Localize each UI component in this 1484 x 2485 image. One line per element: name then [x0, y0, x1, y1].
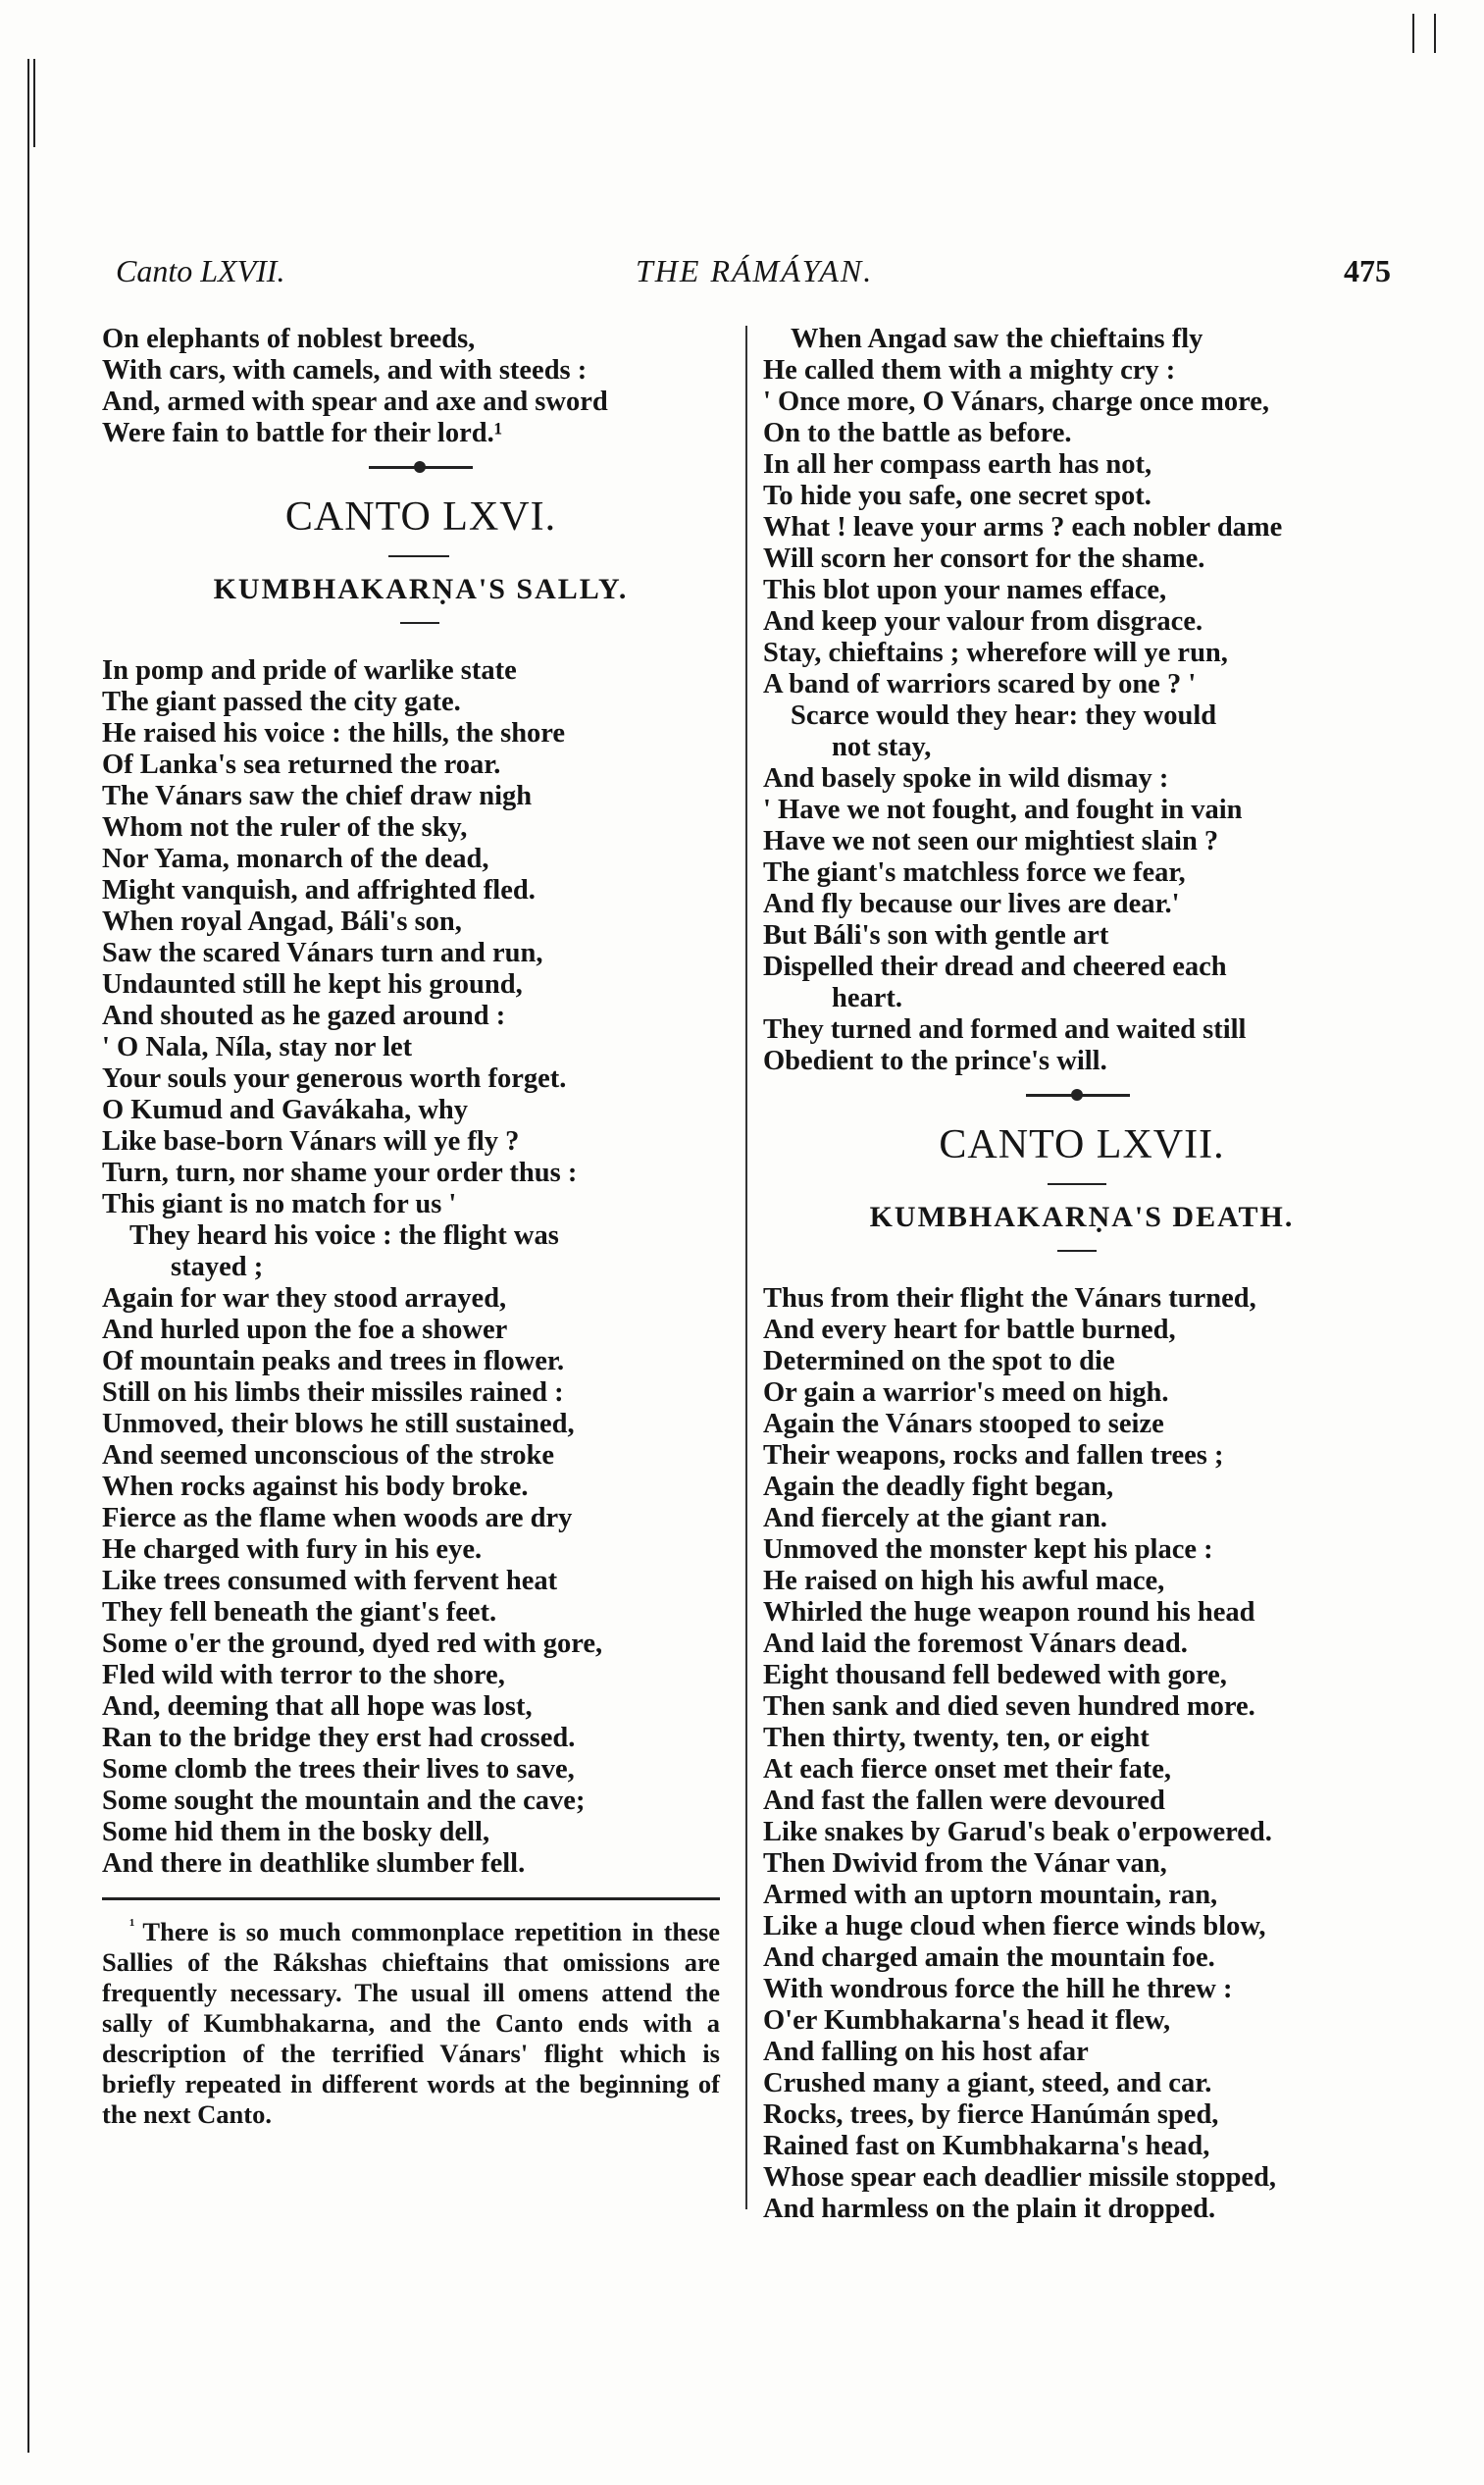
scan-edge-mark-left-short — [33, 59, 35, 147]
verse-line: To hide you safe, one secret spot. — [763, 481, 1151, 511]
short-rule — [763, 1242, 1401, 1260]
verse-line: Saw the scared Vánars turn and run, — [102, 938, 543, 968]
left-top-verses — [102, 324, 740, 449]
verse-line: And charged amain the mountain foe. — [763, 1942, 1215, 1973]
footnote-text: There is so much commonplace repetition in these Sallies of the Rákshas chieftains that omissions are frequently necessary. The usual ill omens attend the sally of Kumbhakarna, and the Canto ends with a description of the terrified Vánars' flight which is briefly repeated in different words at the beginning of the next Canto. — [102, 1916, 720, 2129]
running-header — [116, 253, 1391, 292]
verse-line: And every heart for battle burned, — [763, 1315, 1176, 1345]
verse-line: Ran to the bridge they erst had crossed. — [102, 1723, 576, 1753]
verse-line: Thus from their flight the Vánars turned, — [763, 1283, 1256, 1314]
verse-line: He charged with fury in his eye. — [102, 1534, 483, 1565]
verse-line: Unmoved, their blows he still sustained, — [102, 1409, 575, 1439]
footnote-rule — [102, 1897, 720, 1900]
verse-line: Some hid them in the bosky dell, — [102, 1817, 490, 1847]
verse-line: Will scorn her consort for the shame. — [763, 544, 1205, 574]
verse-line: Some o'er the ground, dyed red with gore, — [102, 1629, 603, 1659]
verse-line: Determined on the spot to die — [763, 1346, 1115, 1376]
verse-line: And fly because our lives are dear.' — [763, 889, 1180, 919]
verse-line: In pomp and pride of warlike state — [102, 655, 517, 686]
scan-edge-mark-left — [27, 59, 29, 2453]
verse-line: Like base-born Vánars will ye fly ? — [102, 1126, 520, 1157]
verse-line: Whose spear each deadlier missile stopped, — [763, 2162, 1277, 2193]
verse-line: And harmless on the plain it dropped. — [763, 2194, 1216, 2224]
verse-line: Scarce would they hear: they would — [791, 700, 1217, 731]
verse-line: With cars, with camels, and with steeds : — [102, 355, 588, 386]
verse-line: heart. — [832, 983, 903, 1013]
verse-line: Crushed many a giant, steed, and car. — [763, 2068, 1212, 2098]
verse-line: They fell beneath the giant's feet. — [102, 1597, 497, 1628]
verse-line: With wondrous force the hill he threw : — [763, 1974, 1233, 2004]
canto-subtitle: KUMBHAKARṆA'S DEATH. — [869, 1201, 1295, 1233]
footnote — [102, 1910, 720, 2130]
verse-line: And, armed with spear and axe and sword — [102, 387, 608, 417]
verse-line: At each fierce onset met their fate, — [763, 1754, 1171, 1785]
verse-line: They heard his voice : the flight was — [129, 1220, 559, 1251]
verse-line: What ! leave your arms ? each nobler dame — [763, 512, 1283, 543]
verse-line: And basely spoke in wild dismay : — [763, 763, 1169, 794]
verse-line: Again for war they stood arrayed, — [102, 1283, 507, 1314]
verse-line: Like trees consumed with fervent heat — [102, 1566, 558, 1596]
verse-line: Their weapons, rocks and fallen trees ; — [763, 1440, 1224, 1471]
verse-line: And fiercely at the giant ran. — [763, 1503, 1107, 1533]
verse-line: Fierce as the flame when woods are dry — [102, 1503, 573, 1533]
verse-line: They turned and formed and waited still — [763, 1014, 1247, 1045]
verse-line: But Báli's son with gentle art — [763, 920, 1109, 951]
verse-line: ' Once more, O Vánars, charge once more, — [763, 387, 1270, 417]
verse-line: Armed with an uptorn mountain, ran, — [763, 1880, 1218, 1910]
verse-line: Nor Yama, monarch of the dead, — [102, 844, 489, 874]
verse-line: He called them with a mighty cry : — [763, 355, 1176, 386]
verse-line: And hurled upon the foe a shower — [102, 1315, 508, 1345]
verse-line: O'er Kumbhakarna's head it flew, — [763, 2005, 1171, 2036]
right-top-verses — [763, 324, 1401, 1077]
verse-line: Then Dwivid from the Vánar van, — [763, 1848, 1167, 1879]
verse-line: He raised his voice : the hills, the shore — [102, 718, 566, 749]
verse-line: ' O Nala, Níla, stay nor let — [102, 1032, 413, 1062]
short-rule — [102, 547, 740, 565]
verse-line: On elephants of noblest breeds, — [102, 324, 476, 354]
verse-line: When Angad saw the chieftains fly — [791, 324, 1203, 354]
verse-line: Turn, turn, nor shame your order thus : — [102, 1158, 578, 1188]
verse-line: And seemed unconscious of the stroke — [102, 1440, 555, 1471]
verse-line: Stay, chieftains ; wherefore will ye run, — [763, 638, 1228, 668]
ornament-separator — [763, 1077, 1401, 1113]
verse-line: Like snakes by Garud's beak o'erpowered. — [763, 1817, 1272, 1847]
verse-line: The Vánars saw the chief draw nigh — [102, 781, 533, 811]
verse-line: Like a huge cloud when fierce winds blow, — [763, 1911, 1266, 1941]
verse-line: This blot upon your names efface, — [763, 575, 1167, 605]
verse-line: Again the deadly fight began, — [763, 1472, 1114, 1502]
canto-title: CANTO LXVI. — [284, 494, 557, 540]
verse-line: Might vanquish, and affrighted fled. — [102, 875, 536, 906]
verse-line: And fast the fallen were devoured — [763, 1786, 1165, 1816]
verse-line: He raised on high his awful mace, — [763, 1566, 1165, 1596]
verse-line: And there in deathlike slumber fell. — [102, 1848, 526, 1879]
verse-line: When royal Angad, Báli's son, — [102, 906, 462, 937]
verse-line: A band of warriors scared by one ? ' — [763, 669, 1197, 699]
verse-line: And, deeming that all hope was lost, — [102, 1691, 533, 1722]
verse-line: Were fain to battle for their lord.¹ — [102, 418, 503, 448]
left-column — [102, 324, 740, 2130]
left-poem-verses — [102, 655, 740, 1880]
verse-line: Whirled the huge weapon round his head — [763, 1597, 1255, 1628]
verse-line: Still on his limbs their missiles rained : — [102, 1377, 564, 1408]
right-column — [763, 324, 1401, 2225]
verse-line: In all her compass earth has not, — [763, 449, 1152, 480]
column-divider — [745, 326, 747, 2209]
verse-line: not stay, — [832, 732, 932, 762]
verse-line: Unmoved the monster kept his place : — [763, 1534, 1213, 1565]
verse-line: On to the battle as before. — [763, 418, 1072, 448]
verse-line: Fled wild with terror to the shore, — [102, 1660, 505, 1690]
short-rule — [763, 1175, 1401, 1193]
verse-line: Or gain a warrior's meed on high. — [763, 1377, 1169, 1408]
page-number: 475 — [1344, 253, 1391, 288]
canto-subtitle: KUMBHAKARṆA'S SALLY. — [213, 573, 629, 605]
scan-edge-mark-top-right-2 — [1434, 14, 1436, 53]
verse-line: When rocks against his body broke. — [102, 1472, 529, 1502]
verse-line: ' Have we not fought, and fought in vain — [763, 795, 1243, 825]
canto-title: CANTO LXVII. — [939, 1122, 1225, 1167]
verse-line: This giant is no match for us ' — [102, 1189, 457, 1219]
verse-line: Undaunted still he kept his ground, — [102, 969, 523, 1000]
verse-line: And shouted as he gazed around : — [102, 1001, 506, 1031]
verse-line: Have we not seen our mightiest slain ? — [763, 826, 1219, 856]
right-poem-verses — [763, 1283, 1401, 2225]
verse-line: Again the Vánars stooped to seize — [763, 1409, 1164, 1439]
verse-line: Some sought the mountain and the cave; — [102, 1786, 586, 1816]
verse-line: Obedient to the prince's will. — [763, 1046, 1107, 1076]
verse-line: The giant passed the city gate. — [102, 687, 461, 717]
verse-line: And keep your valour from disgrace. — [763, 606, 1203, 637]
scan-edge-mark-top-right — [1412, 14, 1414, 53]
verse-line: stayed ; — [171, 1252, 264, 1282]
ornament-separator — [102, 449, 740, 485]
footnote-mark: ¹ — [129, 1915, 135, 1935]
verse-line: Then sank and died seven hundred more. — [763, 1691, 1255, 1722]
header-book-title: THE RÁMÁYAN. — [636, 253, 874, 288]
header-canto: Canto LXVII. — [116, 253, 285, 288]
verse-line: And falling on his host afar — [763, 2037, 1089, 2067]
verse-line: The giant's matchless force we fear, — [763, 857, 1186, 888]
verse-line: Some clomb the trees their lives to save, — [102, 1754, 575, 1785]
short-rule — [102, 614, 740, 632]
verse-line: O Kumud and Gavákaha, why — [102, 1095, 469, 1125]
verse-line: Dispelled their dread and cheered each — [763, 952, 1227, 982]
verse-line: Whom not the ruler of the sky, — [102, 812, 468, 843]
verse-line: And laid the foremost Vánars dead. — [763, 1629, 1188, 1659]
verse-line: Rained fast on Kumbhakarna's head, — [763, 2131, 1210, 2161]
verse-line: Rocks, trees, by fierce Hanúmán sped, — [763, 2099, 1219, 2130]
verse-line: Your souls your generous worth forget. — [102, 1063, 567, 1094]
verse-line: Of Lanka's sea returned the roar. — [102, 750, 501, 780]
verse-line: Eight thousand fell bedewed with gore, — [763, 1660, 1227, 1690]
verse-line: Then thirty, twenty, ten, or eight — [763, 1723, 1150, 1753]
verse-line: Of mountain peaks and trees in flower. — [102, 1346, 565, 1376]
